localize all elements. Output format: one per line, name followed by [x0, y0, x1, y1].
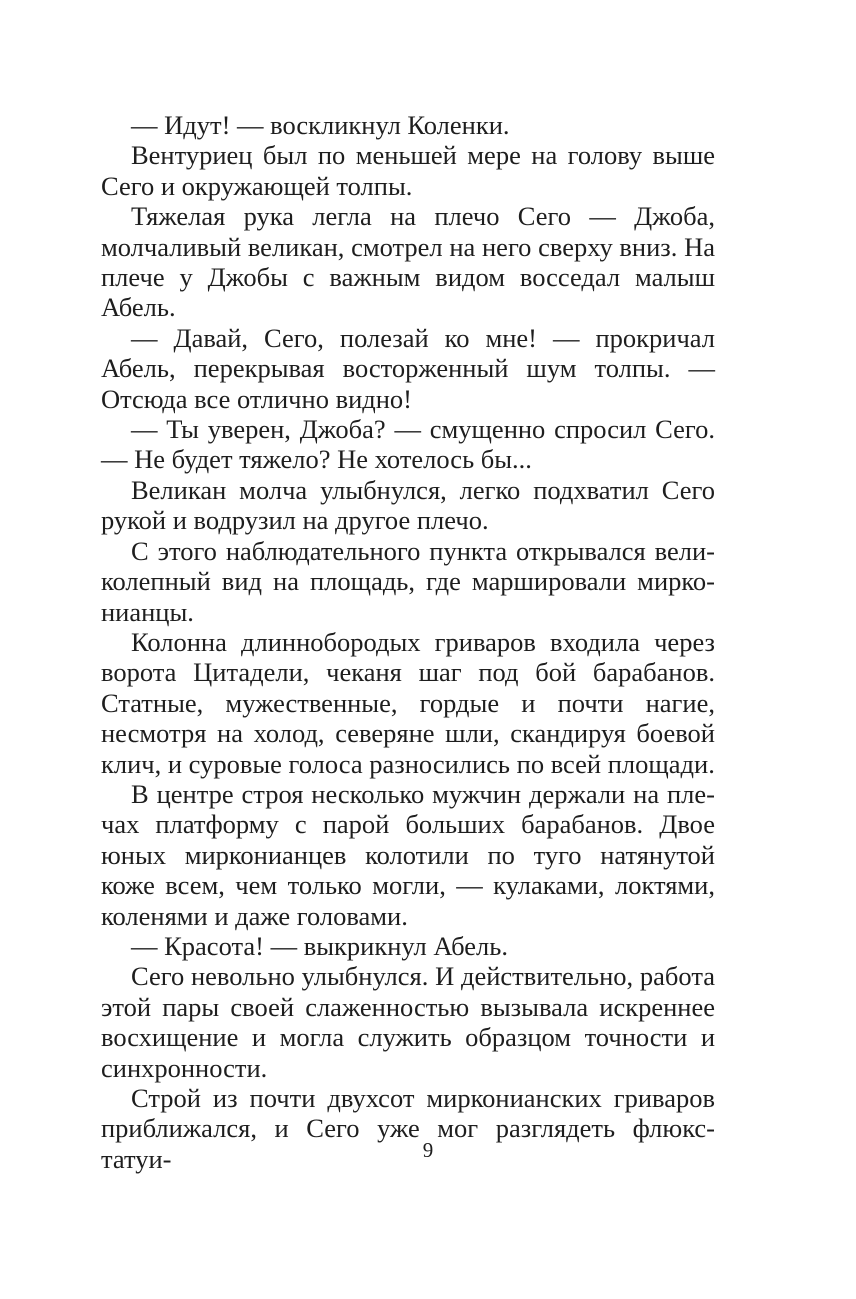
paragraph: — Идут! — воскликнул Коленки. [131, 110, 510, 140]
paragraph: Колонна длиннобородых гриваров входила через ворота Цитадели, чеканя шаг под бой барабанов. Статные, мужественные, гордые и почти нагие, несмотря на холод, северяне шли, скандируя боевой клич, и суровые голоса разносились по всей площади. [101, 626, 715, 779]
body-text [101, 110, 715, 1174]
paragraph: — Красота! — выкрикнул Абель. [131, 930, 508, 961]
page-number: 9 [422, 1138, 434, 1162]
paragraph: — Ты уверен, Джоба? — смущенно спросил Сего. — Не будет тяжело? Не хотелось бы... [101, 414, 715, 475]
paragraph: Великан молча улыбнулся, легко подхватил Сего рукой и водрузил на другое плечо. [101, 474, 715, 536]
paragraph: Сего невольно улыбнулся. И действительно, работа этой пары своей слаженностью вызывала искреннее восхищение и могла служить образцом точности и синхронности. [101, 961, 715, 1083]
paragraph: Строй из почти двухсот мирконианских гриваров приближался, и Сего уже мог разглядеть флюкс-татуи- [101, 1083, 715, 1174]
paragraph: Тяжелая рука легла на плечо Сего — Джоба, молчаливый великан, смотрел на него сверху вниз. На плече у Джобы с важным видом восседал малыш Абель. [101, 201, 715, 323]
paragraph: Вентуриец был по меньшей мере на голову выше Сего и окружающей толпы. [101, 140, 715, 201]
paragraph: С этого наблюдательного пункта открывался великолепный вид на площадь, где маршировали мирконианцы. [101, 535, 715, 627]
paragraph: В центре строя несколько мужчин держали на плечах платформу с парой больших барабанов. Двое юных мирконианцев колотили по туго натянутой коже всем, чем только могли, — кулаками, локтями, коленями и даже головами. [101, 778, 715, 931]
paragraph: — Давай, Сего, полезай ко мне! — прокричал Абель, перекрывая восторженный шум толпы. — Отсюда все отлично видно! [101, 322, 715, 414]
